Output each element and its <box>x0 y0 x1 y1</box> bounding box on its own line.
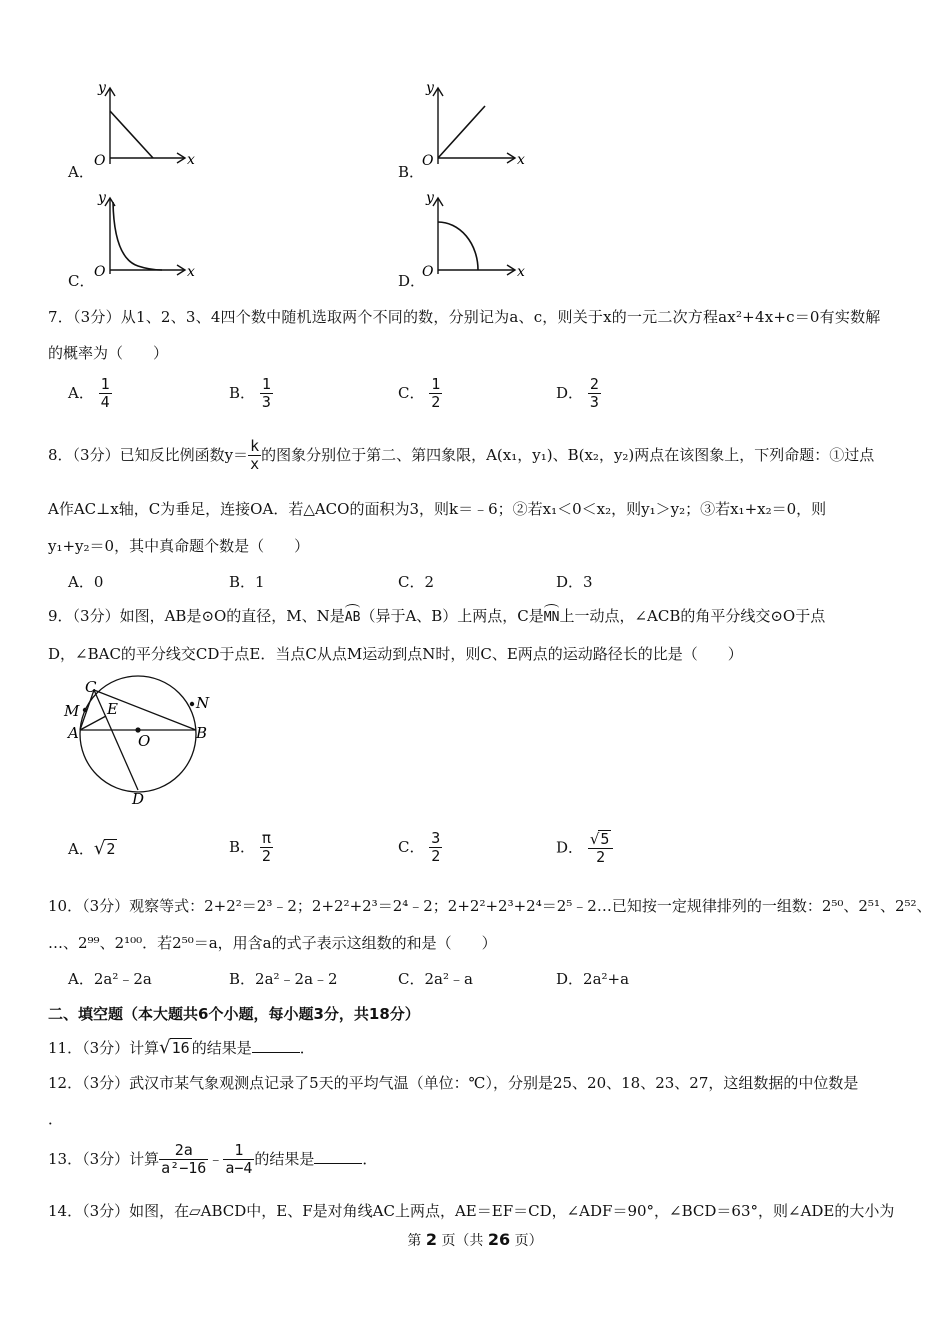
y-axis-label: y <box>98 190 106 206</box>
q8-option-a: A．0 <box>68 573 104 591</box>
answer-blank[interactable] <box>314 1149 362 1164</box>
q8-line1: 8．（3分）已知反比例函数y＝ $\frac{k}{x}$ 的图象分别位于第二、第四象限，A(x₁，y₁)、B(x₂，y₂)两点在该图象上，下列命题：①过点 <box>48 437 875 474</box>
point-n-label: N <box>196 694 210 712</box>
x-axis-label: x <box>517 264 525 280</box>
q12-line1: 12．（3分）武汉市某气象观测点记录了5天的平均气温（单位：℃），分别是25、20、18、23、27，这组数据的中位数是 <box>48 1074 859 1092</box>
point-o-label: O <box>138 732 151 750</box>
origin-label: O <box>422 153 434 169</box>
point-m-label: M <box>64 702 80 720</box>
q9-circle-figure <box>60 672 230 812</box>
point-e-label: E <box>107 700 118 718</box>
q6-graph-a <box>80 78 200 178</box>
q7-option-c: C． $\frac{1}{2}$ <box>398 375 441 412</box>
x-axis-label: x <box>187 264 195 280</box>
x-axis-label: x <box>517 152 525 168</box>
point-b-label: B <box>196 724 208 742</box>
point-d-label: D <box>132 790 145 808</box>
q7-line1: 7．（3分）从1、2、3、4四个数中随机选取两个不同的数，分别记为a、c，则关于x的一元二次方程ax²+4x+c＝0有实数解 <box>48 308 881 326</box>
q7-line2: 的概率为（ ） <box>48 344 169 362</box>
q9-option-a: A．√2 <box>68 838 116 859</box>
q12-line2: ． <box>48 1110 64 1128</box>
arc-ab: AB <box>344 610 361 625</box>
point-c-label: C <box>85 678 97 696</box>
q6-option-d-label: D． <box>398 272 426 290</box>
y-axis-label: y <box>426 190 434 206</box>
page-footer: 第 2 页（共 26 页） <box>407 1230 543 1249</box>
q6-option-b-label: B． <box>398 163 425 181</box>
q9-line2: D，∠BAC的平分线交CD于点E．当点C从点M运动到点N时，则C、E两点的运动路径长的比是（ ） <box>48 645 743 663</box>
q8-option-d: D．3 <box>556 573 593 591</box>
answer-blank[interactable] <box>252 1038 300 1053</box>
y-axis-label: y <box>426 80 434 96</box>
q6-graph-d <box>410 188 530 288</box>
q10-line1: 10．（3分）观察等式：2+2²＝2³﹣2；2+2²+2³＝2⁴﹣2；2+2²+2³+2⁴＝2⁵﹣2…已知按一定规律排列的一组数：2⁵⁰、2⁵¹、2⁵²、 <box>48 897 932 915</box>
q6-graph-c <box>80 188 200 288</box>
q10-line2: …、2⁹⁹、2¹⁰⁰．若2⁵⁰＝a，用含a的式子表示这组数的和是（ ） <box>48 934 497 952</box>
point-a-label: A <box>68 724 79 742</box>
x-axis-label: x <box>187 152 195 168</box>
q8-option-c: C．2 <box>398 573 435 591</box>
y-axis-label: y <box>98 80 106 96</box>
q10-option-b: B．2a²﹣2a﹣2 <box>229 970 338 988</box>
q6-option-a-label: A． <box>68 163 94 181</box>
q7-option-d: D． $\frac{2}{3}$ <box>556 375 599 412</box>
q6-option-c-label: C． <box>68 272 95 290</box>
q9-option-b: B． $\frac{\pi}{2}$ <box>229 829 271 866</box>
q9-option-c: C． $\frac{3}{2}$ <box>398 829 441 866</box>
q14-line1: 14．（3分）如图，在▱ABCD中，E、F是对角线AC上两点，AE＝EF＝CD，∠ADF＝90°，∠BCD＝63°，则∠ADE的大小为 <box>48 1202 895 1220</box>
q9-line1: 9．（3分）如图，AB是⊙O的直径，M、N是AB（异于A、B）上两点，C是MN上一动点，∠ACB的角平分线交⊙O于点 <box>48 607 826 625</box>
q10-option-c: C．2a²﹣a <box>398 970 473 988</box>
q6-graph-b <box>410 78 530 178</box>
arc-mn: MN <box>543 610 560 625</box>
q9-option-d: D． $\frac{√5}{2}$ <box>556 830 613 867</box>
q10-option-a: A．2a²﹣2a <box>68 970 152 988</box>
q8-line2: A作AC⊥x轴，C为垂足，连接OA．若△ACO的面积为3，则k＝﹣6；②若x₁＜0＜x₂，则y₁＞y₂；③若x₁+x₂＝0，则 <box>48 500 827 518</box>
q7-option-b: B． $\frac{1}{3}$ <box>229 375 271 412</box>
q7-option-a: A． $\frac{1}{4}$ <box>68 375 110 412</box>
q8-option-b: B．1 <box>229 573 265 591</box>
q8-line3: y₁+y₂＝0，其中真命题个数是（ ） <box>48 537 310 555</box>
origin-label: O <box>94 153 106 169</box>
section2-header: 二、填空题（本大题共6个小题，每小题3分，共18分） <box>48 1005 420 1023</box>
origin-label: O <box>422 264 434 280</box>
q11-line: 11．（3分）计算√16 的结果是 ． <box>48 1037 315 1058</box>
q10-option-d: D．2a²+a <box>556 970 630 988</box>
origin-label: O <box>94 264 106 280</box>
q13-line: 13．（3分）计算 $\frac{2a}{\text{a²−16}}$ ﹣ $\frac{1}{a-4}$ 的结果是 ． <box>48 1141 378 1178</box>
